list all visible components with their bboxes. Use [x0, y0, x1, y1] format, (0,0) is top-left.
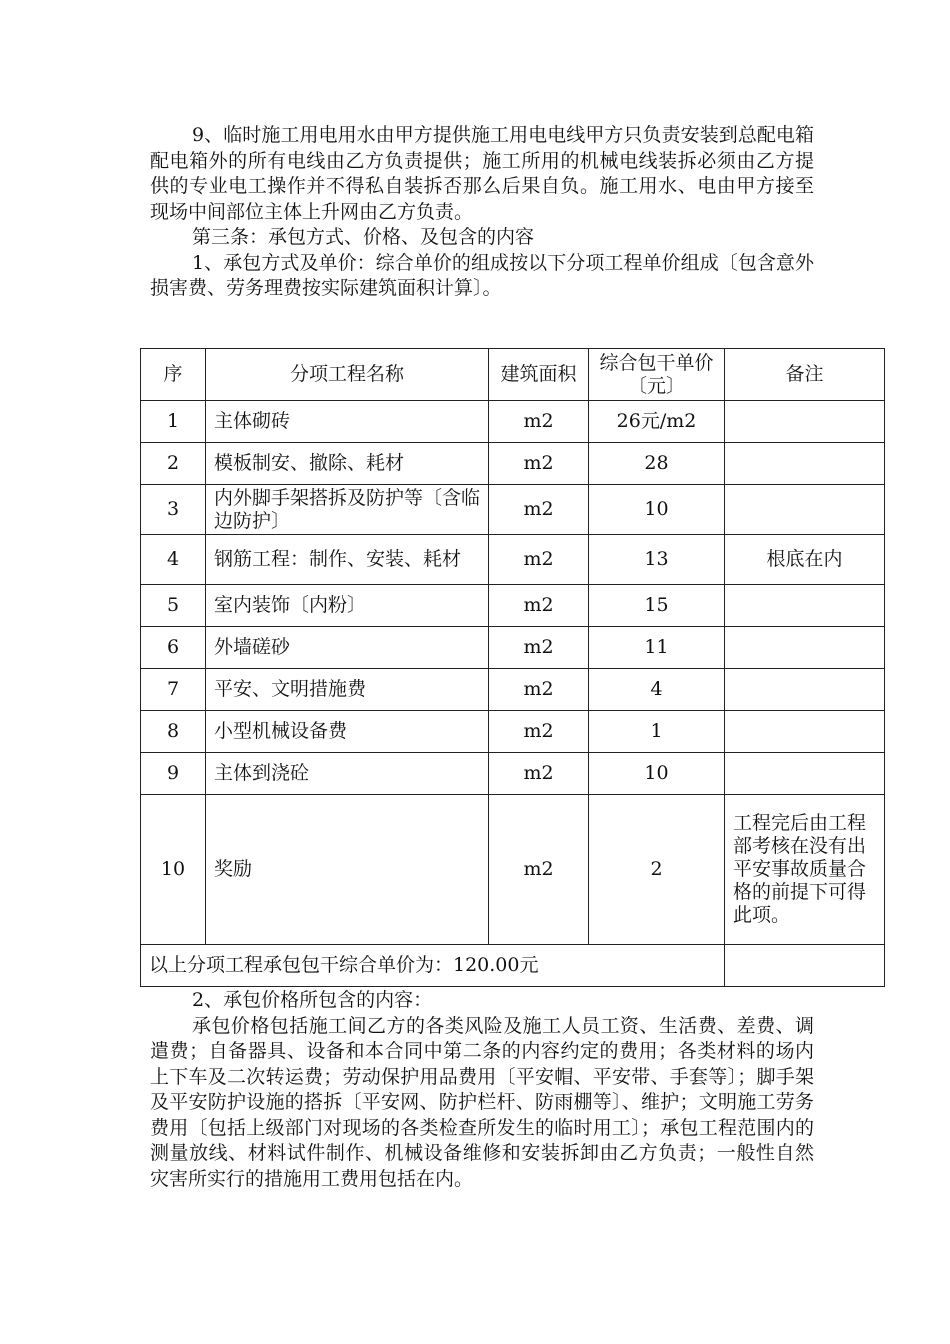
- table-row: [141, 485, 885, 535]
- row-price: 28: [589, 443, 725, 485]
- table-row: [141, 669, 885, 711]
- unit-price-table: [140, 348, 885, 987]
- row-note: [725, 669, 885, 711]
- row-price: 10: [589, 485, 725, 535]
- header-area: 建筑面积: [489, 349, 589, 401]
- row-name: 钢筋工程：制作、安装、耗材: [206, 535, 489, 585]
- row-no: 1: [141, 401, 206, 443]
- row-price: 4: [589, 669, 725, 711]
- row-no: 6: [141, 627, 206, 669]
- row-price: 15: [589, 585, 725, 627]
- row-note: [725, 485, 885, 535]
- row-unit: m2: [489, 485, 589, 535]
- total-price-summary: 以上分项工程承包包干综合单价为：120.00元: [141, 945, 725, 987]
- row-note: [725, 711, 885, 753]
- row-price: 2: [589, 795, 725, 945]
- table-row: [141, 535, 885, 585]
- row-no: 5: [141, 585, 206, 627]
- table-row: [141, 585, 885, 627]
- row-no: 9: [141, 753, 206, 795]
- row-note: [725, 401, 885, 443]
- row-no: 2: [141, 443, 206, 485]
- table-row: [141, 795, 885, 945]
- row-no: 7: [141, 669, 206, 711]
- header-price: 综合包干单价〔元〕: [589, 349, 725, 401]
- row-name: 平安、文明措施费: [206, 669, 489, 711]
- row-unit: m2: [489, 753, 589, 795]
- intro-section: [150, 123, 814, 302]
- row-unit: m2: [489, 627, 589, 669]
- row-name: 小型机械设备费: [206, 711, 489, 753]
- row-note: [725, 627, 885, 669]
- row-price: 11: [589, 627, 725, 669]
- table-row: [141, 753, 885, 795]
- row-note: 工程完后由工程部考核在没有出平安事故质量合格的前提下可得此项。: [725, 795, 885, 945]
- table-row: [141, 711, 885, 753]
- footer-note: [725, 945, 885, 987]
- pricing-content-section: [150, 988, 814, 1192]
- row-price: 10: [589, 753, 725, 795]
- header-note: 备注: [725, 349, 885, 401]
- row-name: 内外脚手架搭拆及防护等〔含临边防护〕: [206, 485, 489, 535]
- row-unit: m2: [489, 401, 589, 443]
- row-note: [725, 753, 885, 795]
- row-unit: m2: [489, 535, 589, 585]
- row-name: 外墙磋砂: [206, 627, 489, 669]
- row-no: 3: [141, 485, 206, 535]
- row-note: [725, 443, 885, 485]
- row-unit: m2: [489, 711, 589, 753]
- table-row: [141, 627, 885, 669]
- row-no: 4: [141, 535, 206, 585]
- row-price: 1: [589, 711, 725, 753]
- table-header-row: [141, 349, 885, 401]
- row-note: [725, 585, 885, 627]
- table-row: [141, 443, 885, 485]
- row-note: 根底在内: [725, 535, 885, 585]
- row-name: 模板制安、撤除、耗材: [206, 443, 489, 485]
- row-price: 13: [589, 535, 725, 585]
- row-unit: m2: [489, 795, 589, 945]
- table-row: [141, 401, 885, 443]
- row-unit: m2: [489, 669, 589, 711]
- row-name: 奖励: [206, 795, 489, 945]
- item-1-paragraph: 1、承包方式及单价：综合单价的组成按以下分项工程单价组成〔包含意外损害费、劳务理费按实际建筑面积计算〕。: [150, 251, 814, 299]
- table-footer-row: [141, 945, 885, 987]
- article-3-heading: 第三条：承包方式、价格、及包含的内容: [192, 226, 535, 248]
- row-unit: m2: [489, 443, 589, 485]
- header-name: 分项工程名称: [206, 349, 489, 401]
- header-no: 序: [141, 349, 206, 401]
- row-price: 26元/m2: [589, 401, 725, 443]
- row-no: 10: [141, 795, 206, 945]
- row-name: 主体到浇砼: [206, 753, 489, 795]
- row-name: 主体砌砖: [206, 401, 489, 443]
- pricing-content-paragraph: 承包价格包括施工间乙方的各类风险及施工人员工资、生活费、差费、调遣费；自备器具、设备和本合同中第二条的内容约定的费用；各类材料的场内上下车及二次转运费；劳动保护用品费用〔平安帽、平安带、手套等〕；脚手架及平安防护设施的搭拆〔平安网、防护栏杆、防雨棚等〕、维护；文明施工劳务费用〔包括上级部门对现场的各类检查所发生的临时用工〕；承包工程范围内的测量放线、材料试件制作、机械设备维修和安装拆卸由乙方负责；一般性自然灾害所实行的措施用工费用包括在内。: [150, 1014, 814, 1190]
- row-unit: m2: [489, 585, 589, 627]
- row-name: 室内装饰〔内粉〕: [206, 585, 489, 627]
- row-no: 8: [141, 711, 206, 753]
- item-2-heading: 2、承包价格所包含的内容：: [192, 989, 433, 1011]
- clause-9-paragraph: 9、临时施工用电用水由甲方提供施工用电电线甲方只负责安装到总配电箱配电箱外的所有电线由乙方负责提供；施工所用的机械电线装拆必须由乙方提供的专业电工操作并不得私自装拆否那么后果自负。施工用水、电由甲方接至现场中间部位主体上升网由乙方负责。: [150, 124, 814, 223]
